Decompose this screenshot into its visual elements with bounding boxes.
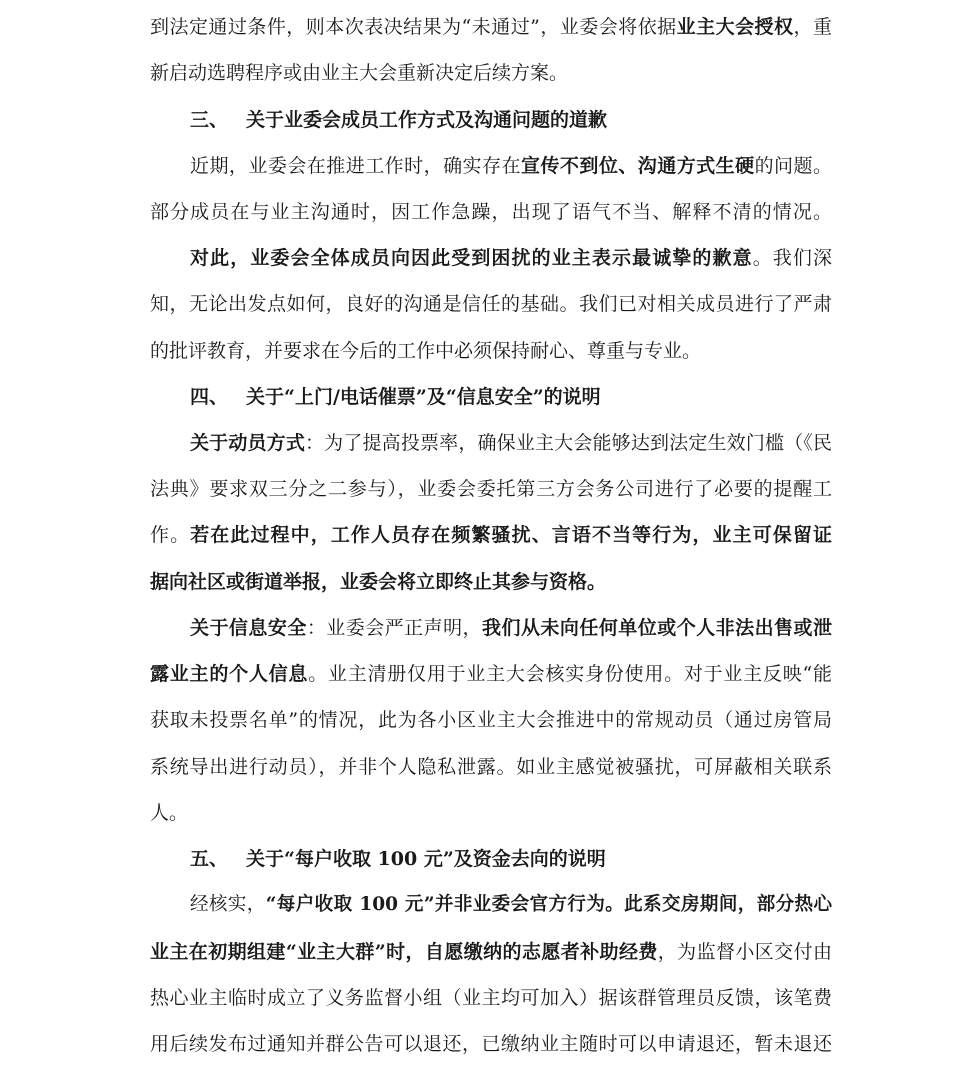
paragraph-line [190,611,832,645]
paragraph-line [150,750,832,784]
text-run: ：业委会严正声明， [306,617,483,639]
text-run: 人。 [150,802,189,824]
paragraph-line [150,334,832,368]
text-run: 知，无论出发点如何，良好的沟通是信任的基础。我们已对相关成员进行了严肃 [150,293,832,315]
text-run: 。我们深 [752,247,832,269]
bold-run: 业主大会授权 [676,16,794,38]
heading-text: 关于业委会成员工作方式及沟通问题的道歉 [246,109,608,131]
bold-run: 露业主的个人信息 [150,663,309,685]
paragraph-line [150,1027,832,1061]
bold-run: 对此，业委会全体成员向因此受到困扰的业主表示 [190,247,633,269]
paragraph-line [150,657,832,691]
paragraph-line [150,796,832,830]
bold-run: 关于动员方式 [190,432,305,454]
text-run: 的问题。 [754,155,832,177]
text-run: 的批评教育，并要求在今后的工作中必须保持耐心、尊重与专业。 [150,340,702,362]
heading-text: 关于“每户收取 100 元”及资金去向的说明 [246,848,606,870]
bold-run: 宣传不到位、沟通方式生硬 [520,155,755,177]
text-run: ，为监督小区交付由 [657,941,832,963]
text-run: 近期，业委会在推进工作时，确实存在 [190,155,521,177]
text-run: 热心业主临时成立了义务监督小组（业主均可加入）据该群管理员反馈，该笔费 [150,987,832,1009]
paragraph-line [150,565,832,599]
text-run: ，重 [793,16,832,38]
text-run: 作。 [150,524,191,546]
paragraph-line [190,149,832,183]
heading-text: 关于“上门/电话催票”及“信息安全”的说明 [246,386,601,408]
bold-run: 若在此过程中，工作人员存在频繁骚扰、言语不当等行为，业主可保留证 [190,524,832,546]
bold-run: 据向社区或街道举报，业委会将立即终止其参与资格。 [150,571,607,593]
text-run: 用后续发布过通知并群公告可以退还，已缴纳业主随时可以申请退还，暂未退还 [150,1033,832,1055]
paragraph-line [150,472,832,506]
section-heading [190,103,872,137]
text-run: 获取未投票名单”的情况，此为各小区业主大会推进中的常规动员（通过房管局 [150,709,832,731]
bold-run: 关于信息安全 [190,617,307,639]
text-run: 经核实， [190,894,266,915]
bold-run: 最诚挚的歉意 [632,247,753,269]
paragraph-line [150,10,832,44]
paragraph-line [190,426,832,460]
text-run: ：为了提高投票率，确保业主大会能够达到法定生效门槛（《民 [305,432,832,454]
heading-number: 四、 [190,386,229,408]
paragraph-line [150,56,832,90]
text-run: 。业主清册仅用于业主大会核实身份使用。对于业主反映“能 [308,663,832,685]
section-heading [190,842,872,876]
bold-run: 业主在初期组建“业主大群”时，自愿缴纳的志愿者补助经费 [150,941,658,963]
bold-run: “每户收取 100 元”并非业委会官方行为。此系交房期间，部分热心 [265,894,832,915]
text-run: 法典》要求双三分之二参与），业委会委托第三方会务公司进行了必要的提醒工 [150,478,832,500]
paragraph-line [150,935,832,969]
paragraph-line [190,888,832,922]
section-heading [190,380,872,414]
paragraph-line [150,518,832,552]
text-run: 新启动选聘程序或由业主大会重新决定后续方案。 [150,62,569,84]
heading-number: 五、 [190,848,229,870]
text-run: 系统导出进行动员），并非个人隐私泄露。如业主感觉被骚扰，可屏蔽相关联系 [150,756,832,778]
paragraph-line [150,195,832,229]
heading-number: 三、 [190,109,229,131]
paragraph-line [150,703,832,737]
text-run: 部分成员在与业主沟通时，因工作急躁，出现了语气不当、解释不清的情况。 [150,201,832,223]
paragraph-line [150,981,832,1015]
paragraph-line [150,287,832,321]
text-run: 到法定通过条件，则本次表决结果为“未通过”，业委会将依据 [150,16,677,38]
paragraph-line [190,241,832,275]
bold-run: 我们从未向任何单位或个人非法出售或泄 [482,617,832,639]
